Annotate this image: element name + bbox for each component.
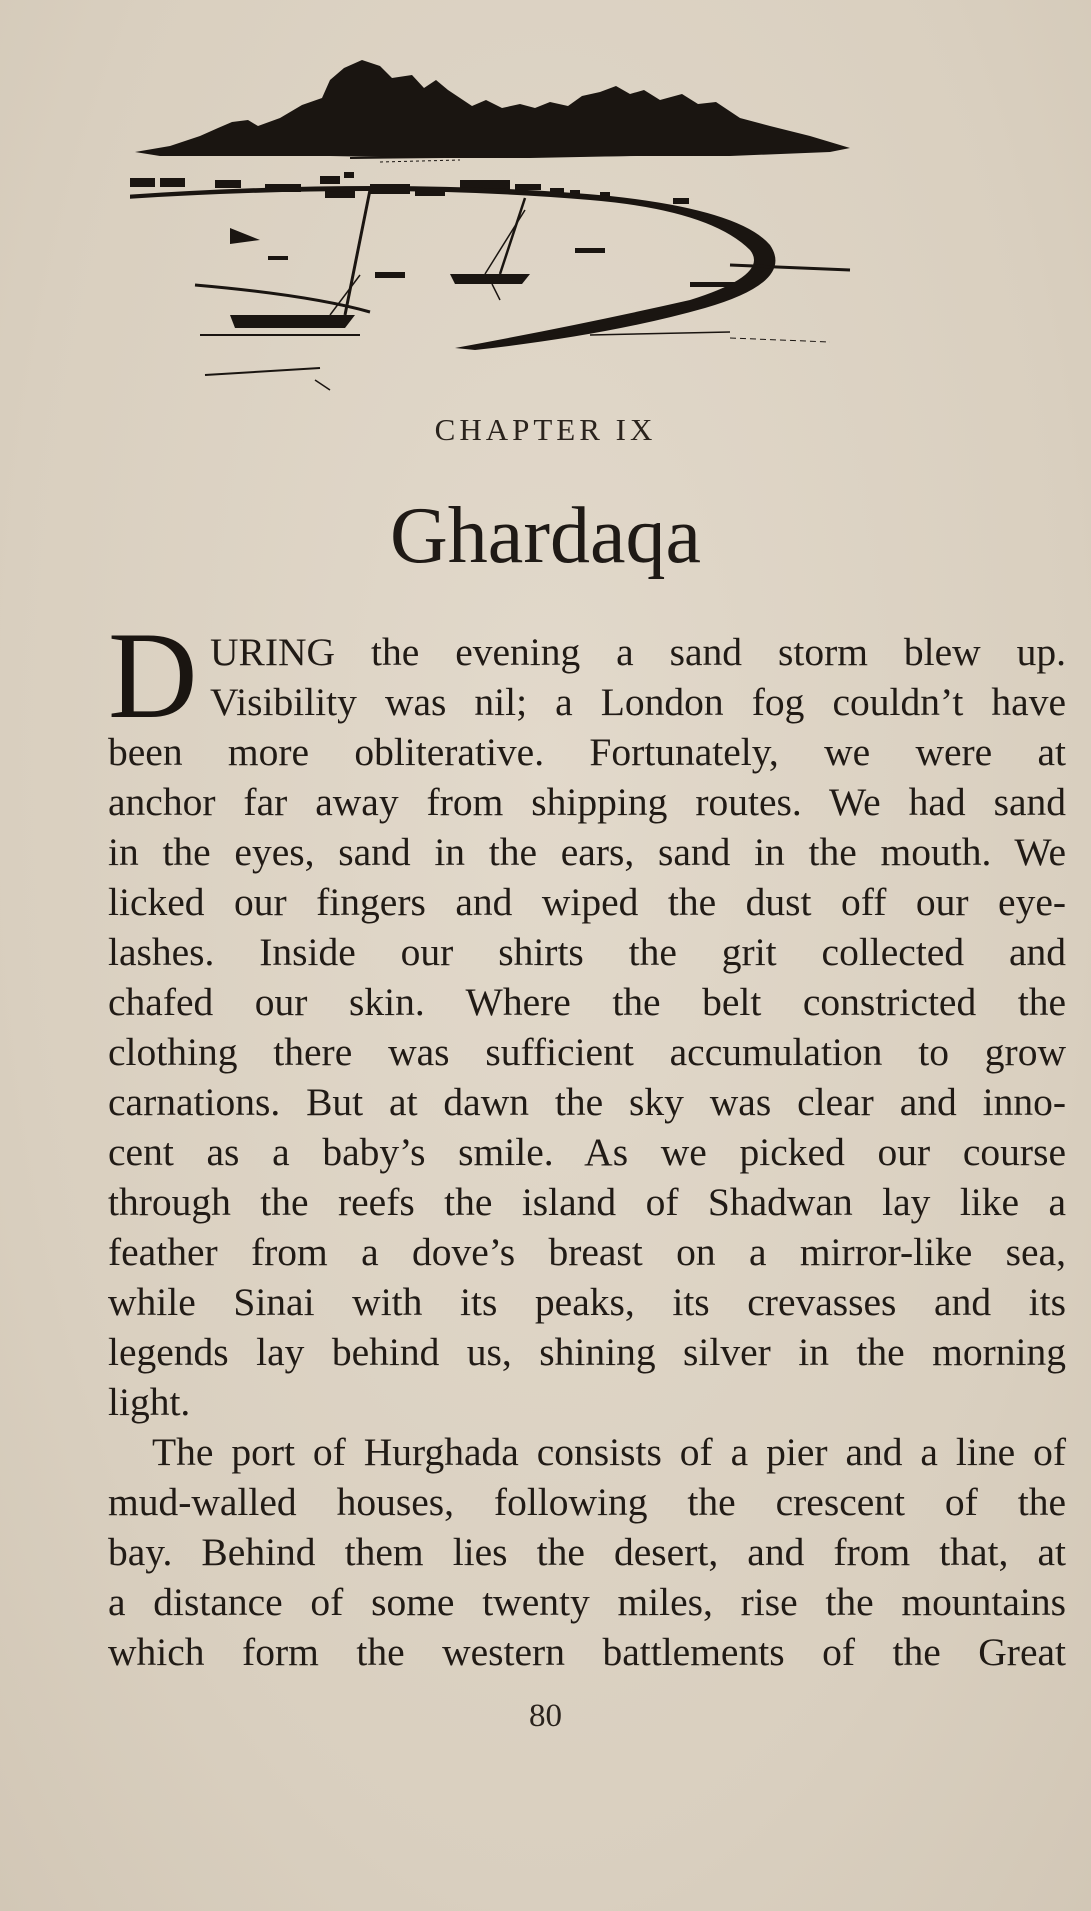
chapter-title: Ghardaqa bbox=[390, 492, 701, 580]
text-line: Visibility was nil; a London fog couldn’t have bbox=[210, 680, 1066, 724]
text-line: clothing there was sufficient accumulation to grow bbox=[108, 1030, 1066, 1074]
text-line: chafed our skin. Where the belt constricted the bbox=[108, 980, 1066, 1024]
text-line: The port of Hurghada consists of a pier and a line of bbox=[152, 1430, 1066, 1474]
text-line: through the reefs the island of Shadwan lay like a bbox=[108, 1180, 1066, 1224]
text-line: which form the western battlements of the Great bbox=[108, 1630, 1066, 1674]
text-line: lashes. Inside our shirts the grit collected and bbox=[108, 930, 1066, 974]
body-text bbox=[108, 607, 1066, 1677]
text-line: cent as a baby’s smile. As we picked our course bbox=[108, 1130, 1066, 1174]
drop-cap: D bbox=[108, 607, 198, 744]
harbor-illustration bbox=[130, 50, 1050, 400]
text-line: licked our fingers and wiped the dust off our eye- bbox=[108, 880, 1066, 924]
text-line: bay. Behind them lies the desert, and from that, at bbox=[108, 1530, 1066, 1574]
text-line: legends lay behind us, shining silver in the morning bbox=[108, 1330, 1066, 1374]
text-line: in the eyes, sand in the ears, sand in the mouth. We bbox=[108, 830, 1066, 874]
page-number: 80 bbox=[529, 1698, 562, 1734]
text-line: anchor far away from shipping routes. We had sand bbox=[108, 780, 1066, 824]
text-line: mud-walled houses, following the crescent of the bbox=[108, 1480, 1066, 1524]
harbor-sketch-icon bbox=[130, 60, 850, 390]
text-line: while Sinai with its peaks, its crevasses and its bbox=[108, 1280, 1066, 1324]
text-line: been more obliterative. Fortunately, we were at bbox=[108, 730, 1066, 774]
text-line: carnations. But at dawn the sky was clear and inno- bbox=[108, 1080, 1066, 1124]
text-line: a distance of some twenty miles, rise the mountains bbox=[108, 1580, 1066, 1624]
text-line: light. bbox=[108, 1380, 191, 1424]
text-line: URING the evening a sand storm blew up. bbox=[210, 630, 1066, 674]
mountain-range bbox=[135, 60, 850, 158]
chapter-label: CHAPTER IX bbox=[434, 412, 657, 447]
text-line: feather from a dove’s breast on a mirror-like sea, bbox=[108, 1230, 1066, 1274]
